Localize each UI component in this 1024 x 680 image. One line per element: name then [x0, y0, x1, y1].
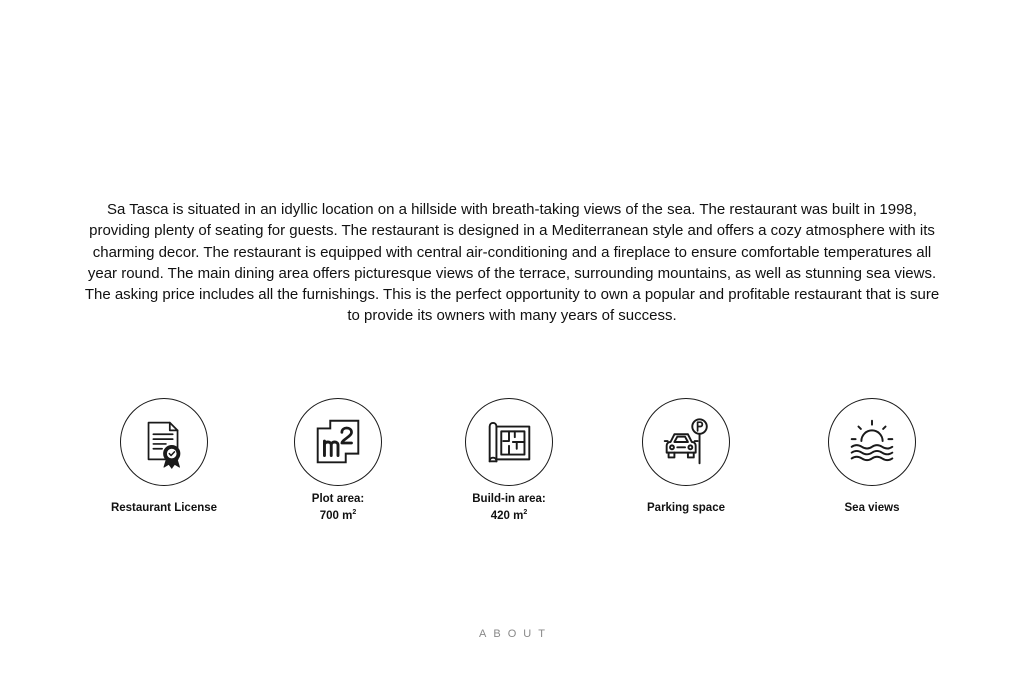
feature-build-in-area [429, 398, 589, 526]
feature-restaurant-license [84, 398, 244, 526]
floor-plan-icon [465, 398, 553, 486]
feature-label: Sea views [844, 501, 900, 514]
feature-sea-views [792, 398, 952, 526]
feature-label: Restaurant License [110, 501, 218, 514]
feature-label: Parking space [647, 501, 725, 514]
sunset-sea-icon [828, 398, 916, 486]
feature-plot-area [258, 398, 418, 526]
feature-parking-space [606, 398, 766, 526]
about-nav-link[interactable]: ABOUT [479, 628, 552, 640]
car-parking-icon [642, 398, 730, 486]
certificate-icon [120, 398, 208, 486]
square-meter-icon [294, 398, 382, 486]
property-description: Sa Tasca is situated in an idyllic location on a hillside with breath-taking views of the sea. The restaurant was built in 1998, providing plenty of seating for guests. The restaurant is designed in a Mediterranean style and offers a cozy atmosphere with its charming decor. The restaurant is equipped with central air-conditioning and a fireplace to ensure comfortable temperatures all year round. The main dining area offers picturesque views of the terrace, surrounding mountains, as well as stunning sea views. The asking price includes all the furnishings. This is the perfect opportunity to own a popular and profitable restaurant that is sure to provide its owners with many years of success. [84, 201, 940, 325]
feature-label: Plot area: 700 $m^2$ [311, 493, 365, 522]
feature-label: Build-in area: 420 $m^2$ [472, 493, 546, 522]
